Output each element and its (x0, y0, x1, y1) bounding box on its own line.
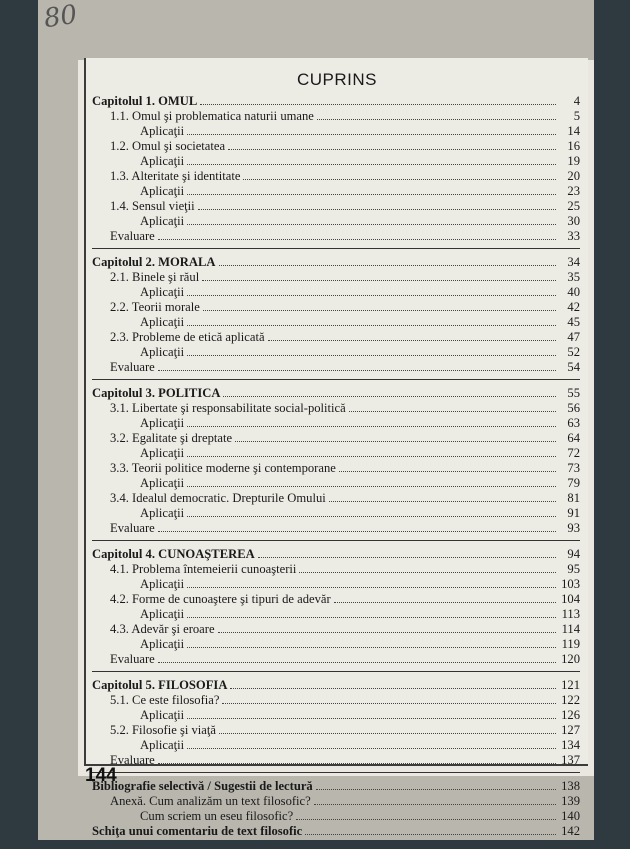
toc-entry-label: Capitolul 4. CUNOAŞTEREA (92, 547, 255, 561)
toc-entry (92, 491, 580, 506)
toc-entry-page: 30 (567, 214, 580, 228)
toc-dot-leader (158, 763, 556, 764)
toc-chapter-block (92, 779, 580, 843)
toc-entry-label: 4.3. Adevăr şi eroare (110, 622, 215, 636)
toc-entry (92, 285, 580, 300)
toc-entry (92, 300, 580, 315)
toc-entry (92, 723, 580, 738)
toc-entry-page: 134 (561, 738, 580, 752)
toc-entry-page: 142 (561, 824, 580, 838)
toc-dot-leader (243, 179, 556, 180)
toc-dot-leader (305, 834, 556, 835)
toc-entry-page: 113 (561, 607, 580, 621)
toc-entry-label: Evaluare (110, 753, 155, 767)
toc-chapter-block (92, 678, 580, 773)
toc-entry-label: Evaluare (110, 360, 155, 374)
toc-entry-label: Aplicaţii (140, 214, 185, 228)
toc-dot-leader (223, 396, 556, 397)
toc-entry-page: 5 (573, 109, 580, 123)
toc-entry-page: 119 (561, 637, 580, 651)
toc-entry (92, 506, 580, 521)
toc-dot-leader (268, 340, 556, 341)
toc-entry (92, 169, 580, 184)
toc-entry-page: 73 (567, 461, 580, 475)
toc-entry-page: 4 (573, 94, 580, 108)
toc-entry-page: 103 (561, 577, 580, 591)
page-title: CUPRINS (296, 70, 377, 89)
toc-entry-label: Aplicaţii (140, 345, 185, 359)
toc-entry-label: Aplicaţii (140, 506, 185, 520)
toc-dot-leader (200, 104, 556, 105)
toc-entry-page: 120 (561, 652, 580, 666)
toc-entry (92, 345, 580, 360)
toc-entry-label: Evaluare (110, 229, 155, 243)
toc-dot-leader (317, 119, 556, 120)
toc-entry-label: Aplicaţii (140, 446, 185, 460)
toc-entry (92, 607, 580, 622)
toc-entry (92, 547, 580, 562)
toc-entry (92, 139, 580, 154)
toc-entry-label: Capitolul 2. MORALA (92, 255, 216, 269)
toc-entry-label: 2.1. Binele şi răul (110, 270, 200, 284)
toc-entry (92, 577, 580, 592)
toc-dot-leader (187, 194, 556, 195)
toc-entry (92, 753, 580, 768)
page-left-strip (38, 0, 78, 840)
toc-entry-label: 2.3. Probleme de etică aplicată (110, 330, 265, 344)
toc-entry (92, 94, 580, 109)
toc-entry (92, 386, 580, 401)
toc-entry-label: Capitolul 5. FILOSOFIA (92, 678, 228, 692)
toc-entry-page: 34 (567, 255, 580, 269)
toc-entry-label: Aplicaţii (140, 607, 185, 621)
toc-entry-page: 33 (567, 229, 580, 243)
toc-entry-page: 45 (567, 315, 580, 329)
toc-dot-leader (349, 411, 556, 412)
page-top-band (38, 0, 594, 60)
toc-entry-page: 19 (567, 154, 580, 168)
toc-entry-label: 2.2. Teorii morale (110, 300, 200, 314)
toc-entry (92, 521, 580, 536)
toc-chapter-block (92, 255, 580, 380)
toc-entry-page: 56 (567, 401, 580, 415)
toc-entry-label: Aplicaţii (140, 476, 185, 490)
toc-entry-label: 3.3. Teorii politice moderne şi contemporane (110, 461, 336, 475)
toc-entry (92, 738, 580, 753)
toc-entry (92, 637, 580, 652)
toc-entry-label: Bibliografie selectivă / Sugestii de lectură (92, 779, 313, 793)
toc-dot-leader (187, 325, 556, 326)
toc-dot-leader (187, 295, 556, 296)
toc-entry-label: 1.4. Sensul vieţii (110, 199, 195, 213)
toc-dot-leader (187, 587, 556, 588)
toc-entry-label: 3.4. Idealul democratic. Drepturile Omului (110, 491, 326, 505)
toc-entry-page: 138 (561, 779, 580, 793)
toc-dot-leader (187, 486, 556, 487)
toc-dot-leader (258, 557, 556, 558)
toc-entry-page: 122 (561, 693, 580, 707)
toc-entry (92, 562, 580, 577)
toc-dot-leader (299, 572, 556, 573)
toc-dot-leader (158, 662, 556, 663)
toc-entry-page: 25 (567, 199, 580, 213)
toc-entry-page: 52 (567, 345, 580, 359)
toc-entry (92, 693, 580, 708)
toc-dot-leader (187, 134, 556, 135)
toc-dot-leader (222, 703, 556, 704)
toc-entry-page: 47 (567, 330, 580, 344)
toc-entry-page: 81 (567, 491, 580, 505)
toc-entry-label: Capitolul 1. OMUL (92, 94, 198, 108)
handwritten-margin-note: 80 (42, 0, 80, 35)
toc-dot-leader (219, 265, 557, 266)
toc-dot-leader (187, 748, 556, 749)
toc-entry (92, 360, 580, 375)
toc-entry (92, 229, 580, 244)
toc-dot-leader (187, 456, 556, 457)
toc-entry-page: 42 (567, 300, 580, 314)
toc-entry-label: Aplicaţii (140, 285, 185, 299)
toc-entry-label: 5.1. Ce este filosofia? (110, 693, 220, 707)
toc-entry (92, 446, 580, 461)
toc-entry-page: 93 (567, 521, 580, 535)
toc-entry (92, 592, 580, 607)
toc-entry-page: 127 (561, 723, 580, 737)
toc-entry-label: 5.2. Filosofie şi viaţă (110, 723, 216, 737)
toc-entry-label: 1.2. Omul şi societatea (110, 139, 226, 153)
toc-entry (92, 330, 580, 345)
toc-dot-leader (187, 426, 556, 427)
toc-entry-page: 72 (567, 446, 580, 460)
toc-entry-page: 114 (561, 622, 580, 636)
toc-dot-leader (158, 531, 556, 532)
toc-entry-label: Aplicaţii (140, 416, 185, 430)
toc-entry (92, 315, 580, 330)
toc-entry-page: 137 (561, 753, 580, 767)
toc-entry-label: Capitolul 3. POLITICA (92, 386, 221, 400)
toc-entry-label: Aplicaţii (140, 708, 185, 722)
toc-chapter-block (92, 386, 580, 541)
toc-entry-label: Aplicaţii (140, 124, 185, 138)
toc-entry-label: Anexă. Cum analizăm un text filosofic? (110, 794, 311, 808)
toc-entry (92, 476, 580, 491)
toc-entry-label: Schiţa unui comentariu de text filosofic (92, 824, 303, 838)
toc-entry-page: 104 (561, 592, 580, 606)
toc-dot-leader (218, 632, 556, 633)
toc-entry (92, 779, 580, 794)
toc-dot-leader (235, 441, 556, 442)
toc-chapter-block (92, 547, 580, 672)
toc-entry-label: Aplicaţii (140, 738, 185, 752)
toc-entry-page: 94 (567, 547, 580, 561)
toc-entry (92, 708, 580, 723)
toc-entry (92, 199, 580, 214)
toc-entry (92, 431, 580, 446)
toc-entry-page: 40 (567, 285, 580, 299)
toc-entry (92, 416, 580, 431)
toc-entry-page: 64 (567, 431, 580, 445)
toc-entry-label: 3.2. Egalitate şi dreptate (110, 431, 233, 445)
toc-dot-leader (187, 617, 556, 618)
toc-dot-leader (158, 370, 556, 371)
toc-entry-label: 3.1. Libertate şi responsabilitate social-politică (110, 401, 346, 415)
toc-entry (92, 255, 580, 270)
toc-entry (92, 401, 580, 416)
toc-entry-label: Aplicaţii (140, 315, 185, 329)
toc-entry (92, 622, 580, 637)
toc-entry-label: Aplicaţii (140, 637, 185, 651)
toc-dot-leader (158, 239, 556, 240)
toc-entry-page: 121 (561, 678, 580, 692)
toc-dot-leader (203, 310, 556, 311)
toc-dot-leader (219, 733, 556, 734)
toc-entry (92, 809, 580, 824)
toc-dot-leader (187, 718, 556, 719)
toc-entry-label: 1.1. Omul şi problematica naturii umane (110, 109, 314, 123)
toc-dot-leader (187, 516, 556, 517)
toc-dot-leader (187, 355, 556, 356)
toc-entry (92, 154, 580, 169)
toc-entry-page: 14 (567, 124, 580, 138)
toc-entry-label: Evaluare (110, 521, 155, 535)
toc-entry-label: 1.3. Alteritate şi identitate (110, 169, 241, 183)
toc-entry (92, 794, 580, 809)
toc-entry-page: 79 (567, 476, 580, 490)
toc-dot-leader (316, 789, 556, 790)
toc-entry-label: 4.2. Forme de cunoaştere şi tipuri de adevăr (110, 592, 331, 606)
toc-entry (92, 824, 580, 839)
toc-entry-page: 20 (567, 169, 580, 183)
toc-entry-page: 35 (567, 270, 580, 284)
toc-entry-label: Aplicaţii (140, 184, 185, 198)
toc-dot-leader (314, 804, 556, 805)
toc-entry-label: Evaluare (110, 652, 155, 666)
toc-entry-page: 23 (567, 184, 580, 198)
toc-dot-leader (228, 149, 556, 150)
toc-dot-leader (187, 224, 556, 225)
toc-dot-leader (230, 688, 556, 689)
toc-entry-label: Aplicaţii (140, 154, 185, 168)
toc-entry-page: 139 (561, 794, 580, 808)
toc-dot-leader (329, 501, 556, 502)
toc-entry (92, 184, 580, 199)
toc-entry (92, 461, 580, 476)
table-of-contents (92, 94, 580, 849)
toc-entry-label: Aplicaţii (140, 577, 185, 591)
book-page (38, 0, 594, 840)
toc-entry (92, 678, 580, 693)
toc-dot-leader (187, 647, 556, 648)
toc-entry-page: 95 (567, 562, 580, 576)
toc-dot-leader (296, 819, 556, 820)
toc-entry-page: 91 (567, 506, 580, 520)
toc-dot-leader (334, 602, 556, 603)
toc-entry (92, 270, 580, 285)
toc-entry-label: 4.1. Problema întemeierii cunoaşterii (110, 562, 297, 576)
toc-entry (92, 109, 580, 124)
toc-entry-label: Cum scriem un eseu filosofic? (140, 809, 294, 823)
toc-entry-page: 63 (567, 416, 580, 430)
toc-dot-leader (198, 209, 556, 210)
toc-entry (92, 214, 580, 229)
toc-entry-page: 16 (567, 139, 580, 153)
toc-dot-leader (339, 471, 556, 472)
toc-entry-page: 140 (561, 809, 580, 823)
toc-entry-page: 55 (567, 386, 580, 400)
toc-entry (92, 652, 580, 667)
toc-entry-page: 54 (567, 360, 580, 374)
toc-entry (92, 124, 580, 139)
toc-chapter-block (92, 94, 580, 249)
toc-dot-leader (187, 164, 556, 165)
toc-dot-leader (202, 280, 556, 281)
toc-entry-page: 126 (561, 708, 580, 722)
page-number: 144 (85, 765, 117, 786)
